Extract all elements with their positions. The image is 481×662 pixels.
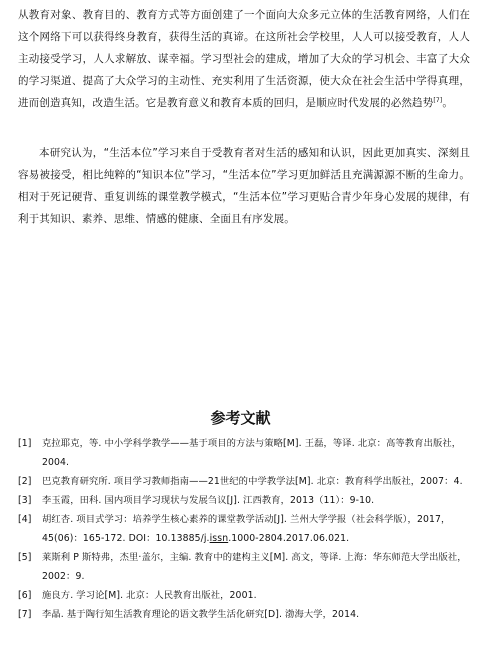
reference-number: [1] [18, 438, 32, 449]
reference-item [18, 472, 473, 491]
references-list [18, 434, 473, 624]
reference-text: 施良方. 学习论[M]. 北京：人民教育出版社，2001. [42, 590, 257, 601]
body-paragraph-2: 本研究认为，“生活本位”学习来自于受教育者对生活的感知和认识，因此更加真实、深刻且容易被接受，相比纯粹的“知识本位”学习，“生活本位”学习更加鲜活且充满源源不断的生命力。相对于死记硬背、重复训练的课堂教学模式，“生活本位”学习更贴合青少年身心发展的规律，有利于其知识、素养、思维、情感的健康、全面且有序发展。 [18, 147, 470, 225]
reference-number: [7] [18, 609, 32, 620]
reference-text [42, 510, 473, 548]
reference-number: [4] [18, 514, 32, 525]
reference-text-part: 胡红杏. 项目式学习：培养学生核心素养的课堂教学活动[J]. 兰州大学学报（社会科学版），2017，45(06)：165-172. DOI：10.13885/j. [42, 514, 451, 544]
body-paragraph-1 [18, 4, 470, 114]
reference-item [18, 548, 473, 586]
references-title: 参考文献 [210, 409, 271, 427]
reference-item [18, 510, 473, 548]
reference-number: [5] [18, 552, 32, 563]
reference-number: [2] [18, 476, 32, 487]
reference-item [18, 605, 473, 624]
reference-text-part: .1000-2804.2017.06.021. [228, 533, 350, 544]
reference-text: 李晶. 基于陶行知生活教育理论的语文教学生活化研究[D]. 渤海大学，2014. [42, 609, 360, 620]
reference-underlined-term: issn [209, 533, 229, 544]
reference-item [18, 491, 473, 510]
reference-number: [6] [18, 590, 32, 601]
reference-number: [3] [18, 495, 32, 506]
reference-text: 莱斯利 P 斯特弗，杰里·盖尔，主编. 教育中的建构主义[M]. 高文，等译. 上海：华东师范大学出版社，2002：9. [42, 552, 467, 582]
reference-item [18, 434, 473, 472]
paragraph-1-end: 。 [442, 97, 453, 109]
reference-text: 克拉耶克，等. 中小学科学教学——基于项目的方法与策略[M]. 王磊，等译. 北京：高等教育出版社，2004. [42, 438, 462, 468]
citation-marker[interactable]: [7] [433, 97, 443, 104]
reference-item [18, 586, 473, 605]
reference-text: 巴克教育研究所. 项目学习教师指南——21世纪的中学教学法[M]. 北京：教育科学出版社，2007：4. [42, 476, 463, 487]
paragraph-1-text: 从教育对象、教育目的、教育方式等方面创建了一个面向大众多元立体的生活教育网络，人们在这个网络下可以获得终身教育，获得生活的真谛。在这所社会学校里，人人可以接受教育，人人主动接受学习，人人求解放、谋幸福。学习型社会的建成，增加了大众的学习机会、丰富了大众的学习渠道、提高了大众学习的主动性、充实利用了生活资源，使大众在社会生活中学得真理，进而创造真知，改造生活。它是教育意义和教育本质的回归，是顺应时代发展的必然趋势 [18, 9, 470, 109]
reference-text: 李玉霞，田科. 国内项目学习现状与发展刍议[J]. 江西教育，2013（11）：9-10. [42, 495, 375, 506]
